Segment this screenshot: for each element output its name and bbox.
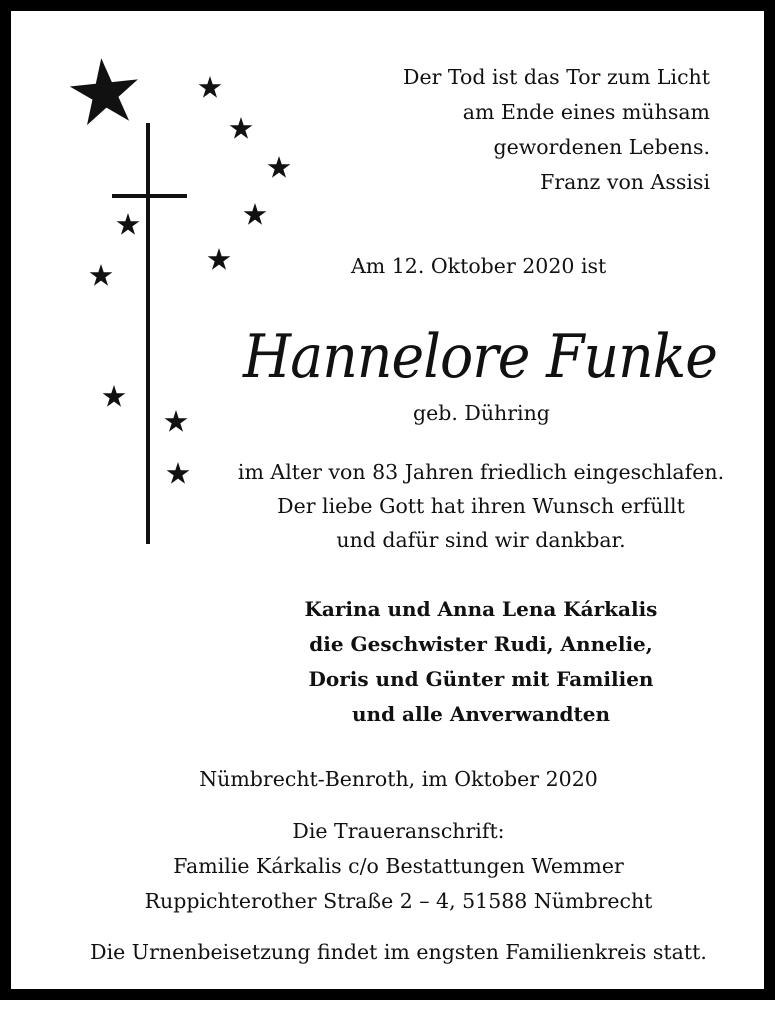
quote-line: gewordenen Lebens. (493, 135, 710, 159)
mourners-list (11, 592, 775, 732)
star-icon (268, 156, 291, 178)
star-icon (165, 410, 188, 432)
star-icon (230, 117, 253, 139)
announcement-line: Der liebe Gott hat ihren Wunsch erfüllt (277, 494, 685, 518)
star-icon (117, 213, 140, 235)
address-heading: Die Traueranschrift: (292, 819, 505, 843)
mourner-line: die Geschwister Rudi, Annelie, (309, 632, 653, 656)
mourner-line: Karina und Anna Lena Kárkalis (304, 597, 658, 621)
mourning-address (11, 814, 775, 919)
star-icon (244, 203, 267, 225)
quote-line: Der Tod ist das Tor zum Licht (403, 65, 710, 89)
death-date-intro: Am 12. Oktober 2020 ist (351, 254, 607, 278)
address-line: Familie Kárkalis c/o Bestattungen Wemmer (173, 854, 624, 878)
announcement-line: und dafür sind wir dankbar. (336, 528, 626, 552)
star-icon (208, 248, 231, 270)
deceased-name: Hannelore Funke (243, 322, 718, 392)
mourner-line: und alle Anverwandten (351, 702, 611, 726)
address-line: Ruppichterother Straße 2 – 4, 51588 Nümbrecht (144, 889, 653, 913)
announcement-line: im Alter von 83 Jahren friedlich eingeschlafen. (237, 460, 725, 484)
quote-block (403, 60, 710, 200)
mourner-line: Doris und Günter mit Familien (308, 667, 654, 691)
star-icon (103, 385, 126, 407)
quote-line: am Ende eines mühsam (462, 100, 710, 124)
star-icon (199, 76, 222, 98)
urn-burial-note (11, 935, 775, 970)
star-icon (90, 264, 113, 286)
urn-note-line: Die Urnenbeisetzung findet im engsten Familienkreis statt. (90, 940, 707, 964)
announcement-text (11, 455, 775, 557)
place-date-line: Nümbrecht-Benroth, im Oktober 2020 (199, 767, 598, 791)
star-icon (67, 55, 142, 127)
place-and-date (11, 762, 775, 797)
birth-name: geb. Dühring (413, 401, 550, 425)
quote-author: Franz von Assisi (540, 170, 710, 194)
